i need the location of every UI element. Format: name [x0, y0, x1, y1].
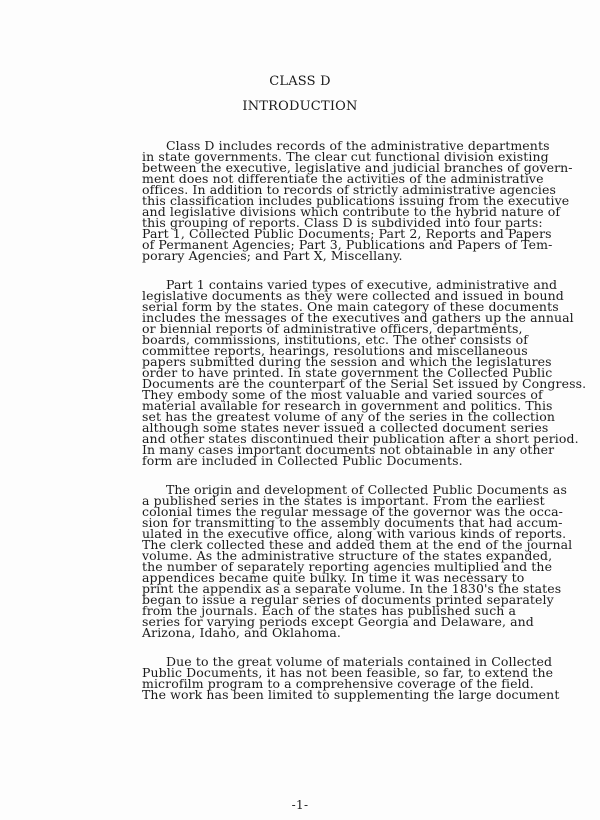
text-line: legislative documents as they were collected and issued in bound — [142, 288, 564, 303]
text-line: boards, commissions, institutions, etc. The other consists of — [142, 332, 528, 347]
text-line: in state governments. The clear cut functional division existing — [142, 149, 549, 164]
text-line: and other states discontinued their publication after a short period. — [142, 431, 579, 446]
text-line: the number of separately reporting agencies multiplied and the — [142, 559, 553, 574]
text-line: sion for transmitting to the assembly documents that had accum- — [142, 515, 563, 530]
text-line: Class D includes records of the administrative departments — [166, 138, 550, 153]
text-line: Part 1 contains varied types of executive, administrative and — [166, 277, 558, 292]
paragraph — [142, 277, 587, 468]
text-line: committee reports, hearings, resolutions and miscellaneous — [142, 343, 528, 358]
text-line: The work has been limited to supplementing the large document — [142, 687, 560, 702]
text-line: of Permanent Agencies; Part 3, Publications and Papers of Tem- — [142, 237, 553, 252]
text-line: Part 1, Collected Public Documents; Part 2, Reports and Papers — [142, 226, 552, 241]
text-line: although some states never issued a collected document series — [142, 420, 549, 435]
text-line: volume. As the administrative structure of the states expanded, — [142, 548, 553, 563]
text-line: order to have printed. In state government the Collected Public — [142, 365, 553, 380]
text-line: this classification includes publications issuing from the executive — [142, 193, 570, 208]
text-line: material available for research in government and politics. This — [142, 398, 553, 413]
text-line: form are included in Collected Public Documents. — [142, 453, 463, 468]
text-line: this grouping of reports. Class D is subdivided into four parts: — [142, 215, 543, 230]
text-line: In many cases important documents not obtainable in any other — [142, 442, 555, 457]
section-title: INTRODUCTION — [242, 99, 358, 114]
text-line: Public Documents, it has not been feasible, so far, to extend the — [142, 665, 554, 680]
text-line: began to issue a regular series of documents printed separately — [142, 592, 554, 607]
page-number: -1- — [291, 798, 309, 812]
text-line: colonial times the regular message of the governor was the occa- — [142, 504, 563, 519]
text-line: porary Agencies; and Part X, Miscellany. — [142, 248, 403, 263]
text-line: serial form by the states. One main category of these documents — [142, 299, 559, 314]
text-line: offices. In addition to records of strictly administrative agencies — [142, 182, 556, 197]
text-line: series for varying periods except Georgia and Delaware, and — [142, 614, 534, 629]
body-text — [142, 138, 587, 718]
text-line: a published series in the states is important. From the earliest — [142, 493, 545, 508]
class-title: CLASS D — [269, 74, 331, 89]
text-line: The origin and development of Collected Public Documents as — [166, 482, 567, 497]
paragraph — [142, 656, 562, 700]
text-line: microfilm program to a comprehensive coverage of the field. — [142, 676, 534, 691]
text-line: includes the messages of the executives and gathers up the annual — [142, 310, 574, 325]
text-line: They embody some of the most valuable and varied sources of — [142, 387, 543, 402]
text-line: Due to the great volume of materials contained in Collected — [166, 654, 553, 669]
text-line: ment does not differentiate the activities of the administrative — [142, 171, 544, 186]
text-line: from the journals. Each of the states has published such a — [142, 603, 517, 618]
text-line: and legislative divisions which contribute to the hybrid nature of — [142, 204, 561, 219]
text-line: The clerk collected these and added them at the end of the journal — [142, 537, 573, 552]
text-line: appendices became quite bulky. In time it was necessary to — [142, 570, 525, 585]
text-line: papers submitted during the session and which the legislatures — [142, 354, 552, 369]
text-line: Documents are the counterpart of the Serial Set issued by Congress. — [142, 376, 587, 391]
text-line: or biennial reports of administrative officers, departments, — [142, 321, 523, 336]
text-line: Arizona, Idaho, and Oklahoma. — [142, 625, 341, 640]
text-line: ulated in the executive office, along with various kinds of reports. — [142, 526, 567, 541]
text-line: between the executive, legislative and judicial branches of govern- — [142, 160, 573, 175]
text-line: print the appendix as a separate volume. In the 1830's the states — [142, 581, 562, 596]
text-line: set has the greatest volume of any of the series in the collection — [142, 409, 556, 424]
paragraph — [142, 482, 573, 640]
paragraph — [142, 138, 573, 263]
